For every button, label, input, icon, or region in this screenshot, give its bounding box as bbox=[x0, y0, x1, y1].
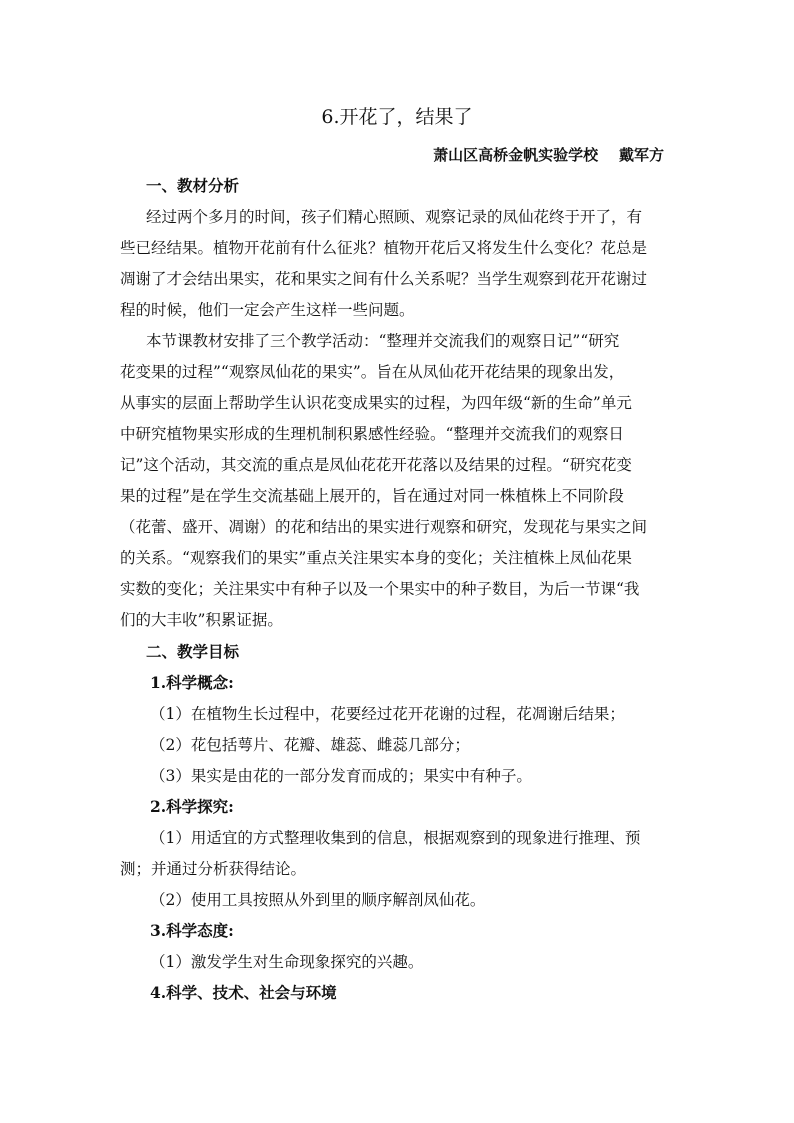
list-item: （1）用适宜的方式整理收集到的信息，根据观察到的现象进行推理、预 bbox=[150, 829, 641, 847]
list-item: （1）激发学生对生命现象探究的兴趣。 bbox=[150, 953, 424, 971]
paragraph-line: 记”这个活动，其交流的重点是凤仙花花开花落以及结果的过程。“研究花变 bbox=[120, 456, 632, 474]
paragraph-line: 些已经结果。植物开花前有什么征兆？植物开花后又将发生什么变化？花总是 bbox=[120, 239, 648, 257]
subheading-science-inquiry: 2.科学探究: bbox=[150, 797, 234, 816]
paragraph-line: 凋谢了才会结出果实，花和果实之间有什么关系呢？当学生观察到花开花谢过 bbox=[120, 270, 648, 288]
list-item: （2）花包括萼片、花瓣、雄蕊、雌蕊几部分； bbox=[150, 736, 470, 754]
subheading-sci-tech-society-env: 4.科学、技术、社会与环境 bbox=[150, 983, 337, 1002]
subheading-science-attitude: 3.科学态度: bbox=[150, 921, 234, 940]
list-item: （3）果实是由花的一部分发育而成的；果实中有种子。 bbox=[150, 767, 532, 785]
paragraph-line: 本节课教材安排了三个教学活动：“整理并交流我们的观察日记”“研究 bbox=[146, 332, 620, 350]
author-line: 萧山区高桥金帆实验学校 戴军方 bbox=[433, 146, 664, 164]
list-item: （1）在植物生长过程中，花要经过花开花谢的过程，花凋谢后结果； bbox=[150, 705, 625, 723]
subheading-science-concepts: 1.科学概念: bbox=[150, 673, 234, 692]
paragraph-line: 从事实的层面上帮助学生认识花变成果实的过程，为四年级“新的生命”单元 bbox=[120, 394, 632, 412]
list-item: （2）使用工具按照从外到里的顺序解剖凤仙花。 bbox=[150, 891, 486, 909]
paragraph-line: 们的大丰收”积累证据。 bbox=[120, 611, 283, 629]
list-item-continuation: 测；并通过分析获得结论。 bbox=[120, 860, 307, 878]
paragraph-line: 花变果的过程”“观察凤仙花的果实”。旨在从凤仙花开花结果的现象出发， bbox=[120, 363, 625, 381]
section-heading-textbook-analysis: 一、教材分析 bbox=[146, 176, 240, 195]
paragraph-line: 经过两个多月的时间，孩子们精心照顾、观察记录的凤仙花终于开了，有 bbox=[146, 208, 643, 226]
paragraph-line: （花蕾、盛开、凋谢）的花和结出的果实进行观察和研究，发现花与果实之间 bbox=[120, 518, 648, 536]
paragraph-line: 程的时候，他们一定会产生这样一些问题。 bbox=[120, 301, 415, 319]
section-heading-teaching-goals: 二、教学目标 bbox=[146, 642, 240, 661]
paragraph-line: 果的过程”是在学生交流基础上展开的，旨在通过对同一株植株上不同阶段 bbox=[120, 487, 624, 505]
paragraph-line: 实数的变化；关注果实中有种子以及一个果实中的种子数目，为后一节课“我 bbox=[120, 580, 640, 598]
document-title: 6.开花了，结果了 bbox=[321, 106, 473, 128]
paragraph-line: 的关系。“观察我们的果实”重点关注果实本身的变化；关注植株上凤仙花果 bbox=[120, 549, 632, 567]
paragraph-line: 中研究植物果实形成的生理机制积累感性经验。“整理并交流我们的观察日 bbox=[120, 425, 624, 443]
